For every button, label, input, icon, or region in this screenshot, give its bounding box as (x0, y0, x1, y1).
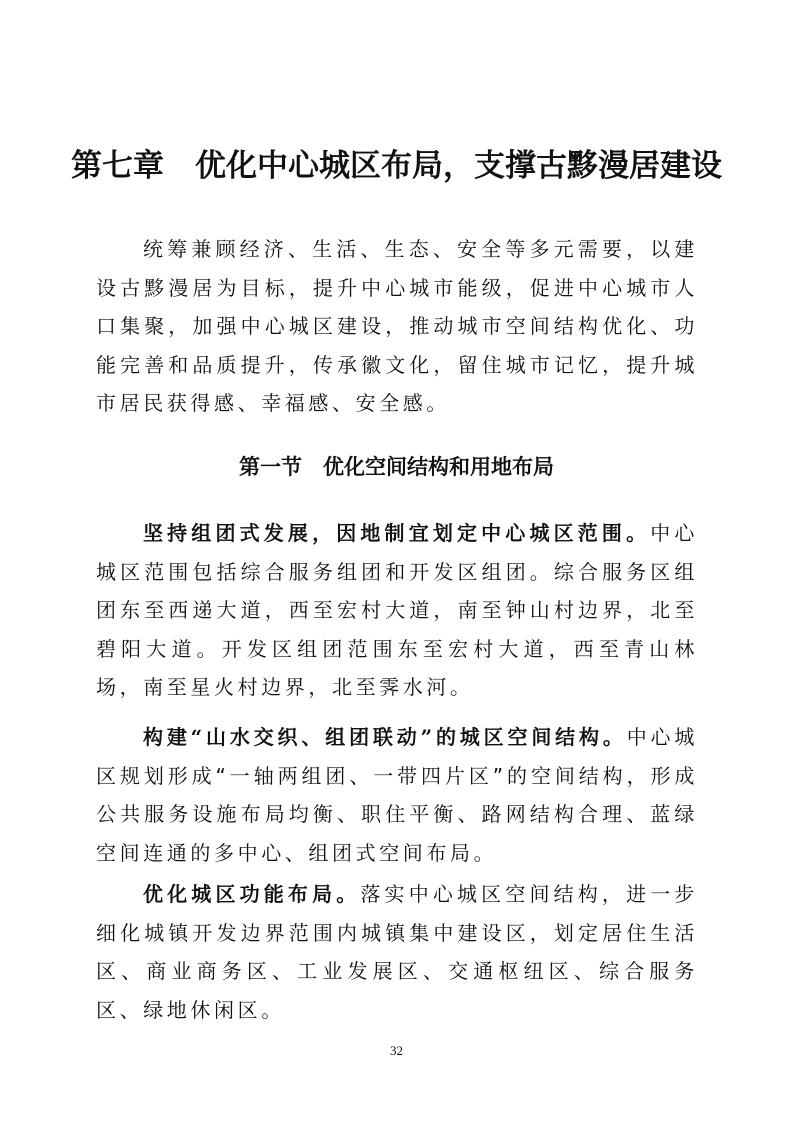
paragraph-body: 中心城区范围包括综合服务组团和开发区组团。综合服务区组团东至西递大道，西至宏村大道，南至钟山村边界，北至碧阳大道。开发区组团范围东至宏村大道，西至青山林场，南至星火村边界，北至霁水河。 (96, 521, 698, 699)
section-title: 第一节 优化空间结构和用地布局 (239, 455, 554, 479)
paragraph-structure (96, 718, 698, 872)
paragraph-body: 中心城区规划形成“一轴两组团、一带四片区”的空间结构，形成公共服务设施布局均衡、职住平衡、路网结构合理、蓝绿空间连通的多中心、组团式空间布局。 (96, 725, 698, 865)
chapter-title: 第七章 优化中心城区布局，支撑古黟漫居建设 (71, 148, 722, 184)
paragraph-lead: 优化城区功能布局。 (143, 882, 361, 906)
paragraph-body: 落实中心城区空间结构，进一步细化城镇开发边界范围内城镇集中建设区，划定居住生活区、商业商务区、工业发展区、交通枢纽区、综合服务区、绿地休闲区。 (96, 882, 698, 1022)
paragraph-function (96, 875, 698, 1029)
paragraph-scope (96, 514, 698, 707)
page-number: 32 (390, 1043, 403, 1058)
paragraph-lead: 坚持组团式发展，因地制宜划定中心城区范围。 (143, 521, 651, 545)
intro-paragraph: 统筹兼顾经济、生活、生态、安全等多元需要，以建设古黟漫居为目标，提升中心城市能级，促进中心城市人口集聚，加强中心城区建设，推动城市空间结构优化、功能完善和品质提升，传承徽文化，留住城市记忆，提升城市居民获得感、幸福感、安全感。 (96, 237, 698, 415)
paragraph-lead: 构建“山水交织、组团联动”的城区空间结构。 (143, 725, 627, 749)
